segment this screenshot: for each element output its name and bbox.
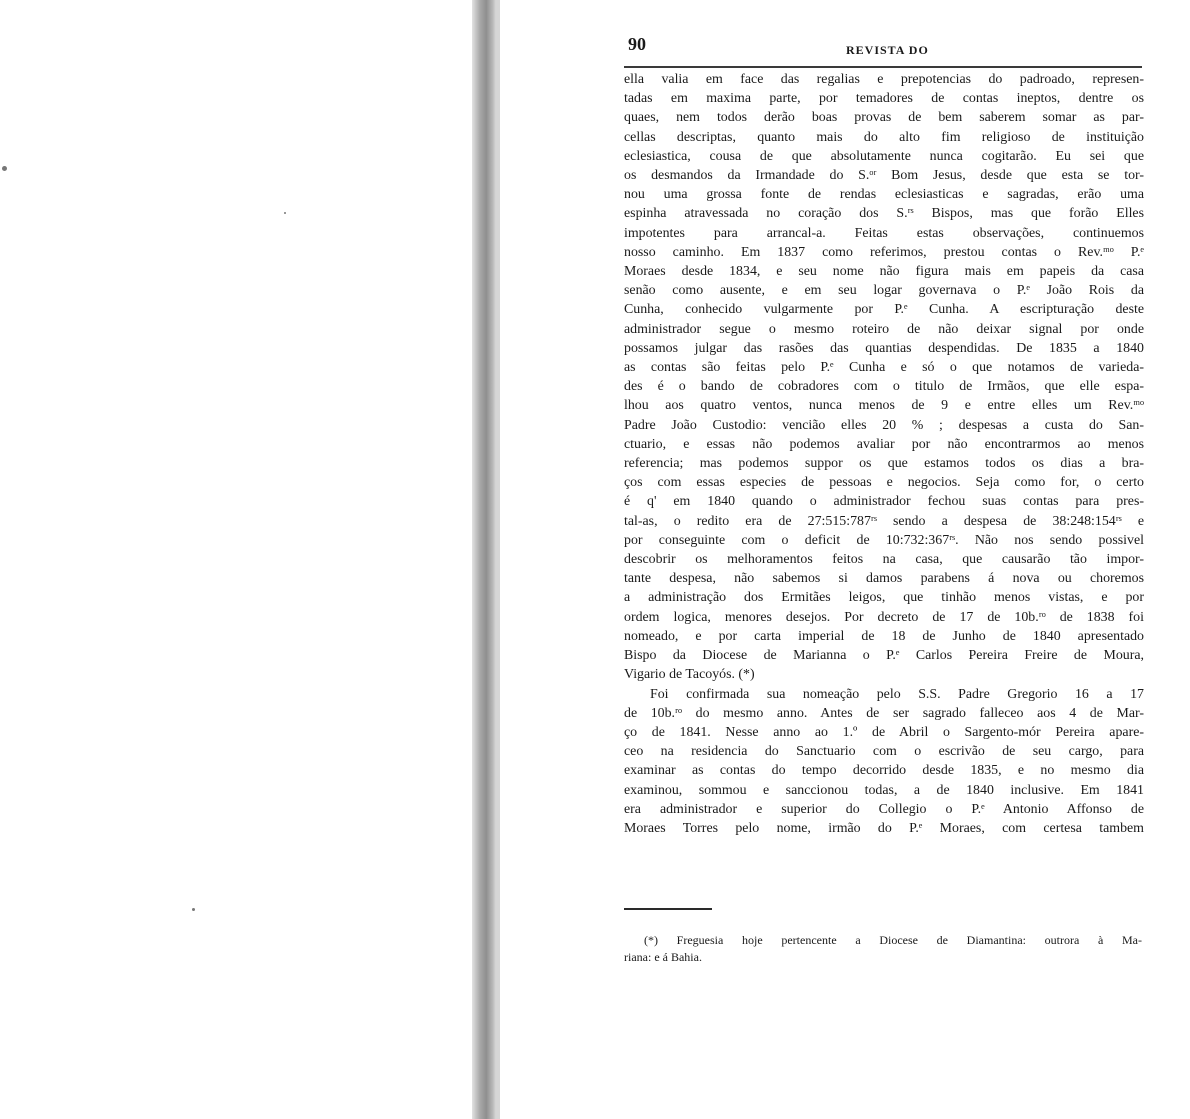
text-line: descobrir os melhoramentos feitos na casa, que causarão tão impor- [624,552,1144,568]
page-header [624,34,1144,70]
text-line: ella valia em face das regalias e prepotencias do padroado, represen- [624,72,1144,87]
text-line: tadas em maxima parte, por temadores de contas ineptos, dentre os [624,91,1144,107]
text-line: tal-as, o redito era de 27:515:787ʳˢ sendo a despesa de 38:248:154ʳˢ e [624,513,1144,529]
scan-speck [192,908,195,911]
text-line: Bispo da Diocese de Marianna o P.ᵉ Carlos Pereira Freire de Moura, [624,648,1144,664]
text-line: ço de 1841. Nesse anno ao 1.º de Abril o Sargento-mór Pereira apare- [624,724,1144,740]
text-line: examinou, sommou e sanccionou todas, a de 1840 inclusive. Em 1841 [624,782,1144,798]
book-page [624,34,1144,1094]
text-line: era administrador e superior do Collegio o P.ᵉ Antonio Affonso de [624,801,1144,817]
text-line: senão como ausente, e em seu logar governava o P.ᵉ João Rois da [624,283,1144,299]
text-line: espinha atravessada no coração dos S.ʳˢ Bispos, mas que forão Elles [624,206,1144,222]
header-rule [624,66,1142,68]
text-line: Cunha, conhecido vulgarmente por P.ᵉ Cunha. A escripturação deste [624,302,1144,318]
footnote-rule [624,908,712,910]
text-line: ordem logica, menores desejos. Por decreto de 17 de 10b.ʳᵒ de 1838 foi [624,609,1144,625]
text-line: ctuario, e essas não podemos avaliar por não encontrarmos ao menos [624,436,1144,452]
body-text [624,70,1144,838]
text-line: de 10b.ʳᵒ do mesmo anno. Antes de ser sagrado falleceo aos 4 de Mar- [624,705,1144,721]
text-line: tante despesa, não sabemos si damos parabens á nova ou choremos [624,571,1144,587]
text-line: nou uma grossa fonte de rendas eclesiasticas e sagradas, erão uma [624,187,1144,203]
scan-speck [284,212,286,214]
text-line: Moraes desde 1834, e seu nome não figura mais em papeis da casa [624,264,1144,280]
text-line: a administração dos Ermitães leigos, que tinhão menos vistas, e por [624,590,1144,606]
text-line: nomeado, e por carta imperial de 18 de Junho de 1840 apresentado [624,628,1144,644]
text-line: ços com essas especies de pessoas e negocios. Seja como for, o certo [624,475,1144,491]
text-line: lhou aos quatro ventos, nunca menos de 9 e entre elles um Rev.ᵐᵒ [624,398,1144,414]
text-line: eclesiastica, cousa de que absolutamente nunca cogitarão. Eu sei que [624,148,1144,164]
running-title: REVISTA DO [846,43,929,57]
text-line: Padre João Custodio: vencião elles 20 % ; despesas a custa do San- [624,417,1144,433]
text-line: é q' em 1840 quando o administrador fechou suas contas para pres- [624,494,1144,510]
text-line: referencia; mas podemos suppor os que estamos todos os dias a bra- [624,456,1144,472]
text-line: administrador segue o mesmo roteiro de não deixar signal por onde [624,321,1144,337]
text-line: as contas são feitas pelo P.ᵉ Cunha e só o que notamos de varieda- [624,360,1144,376]
gutter-edge [496,0,500,1119]
text-line: Moraes Torres pelo nome, irmão do P.ᵉ Moraes, com certesa tambem [624,820,1144,836]
text-line: Vigario de Tacoyós. (*) [624,667,755,683]
text-line: Foi confirmada sua nomeação pelo S.S. Padre Gregorio 16 a 17 [650,686,1144,702]
footnote [624,932,1142,966]
text-line: os desmandos da Irmandade do S.ᵒʳ Bom Jesus, desde que esta se tor- [624,168,1144,184]
text-line: examinar as contas do tempo decorrido desde 1835, e no mesmo dia [624,763,1144,779]
text-line: des é o bando de cobradores com o titulo de Irmãos, que elle espa- [624,379,1144,395]
text-line: possamos julgar das rasões das quantias despendidas. De 1835 a 1840 [624,340,1144,356]
text-line: por conseguinte com o deficit de 10:732:367ʳˢ. Não nos sendo possivel [624,532,1144,548]
footnote-line: riana: e á Bahia. [624,950,702,964]
text-line: quaes, nem todos derão boas provas de bem saberem somar as par- [624,110,1144,126]
page-number: 90 [628,34,646,54]
book-gutter [472,0,498,1119]
scan-speck [2,166,7,171]
text-line: cellas descriptas, quanto mais do alto fim religioso de instituição [624,129,1144,145]
footnote-line: (*) Freguesia hoje pertencente a Diocese de Diamantina: outrora à Ma- [644,933,1142,947]
text-line: ceo na residencia do Sanctuario com o escrivão de seu cargo, para [624,744,1144,760]
text-line: impotentes para arrancal-a. Feitas estas observações, continuemos [624,225,1144,241]
text-line: nosso caminho. Em 1837 como referimos, prestou contas o Rev.ᵐᵒ P.ᵉ [624,244,1144,260]
